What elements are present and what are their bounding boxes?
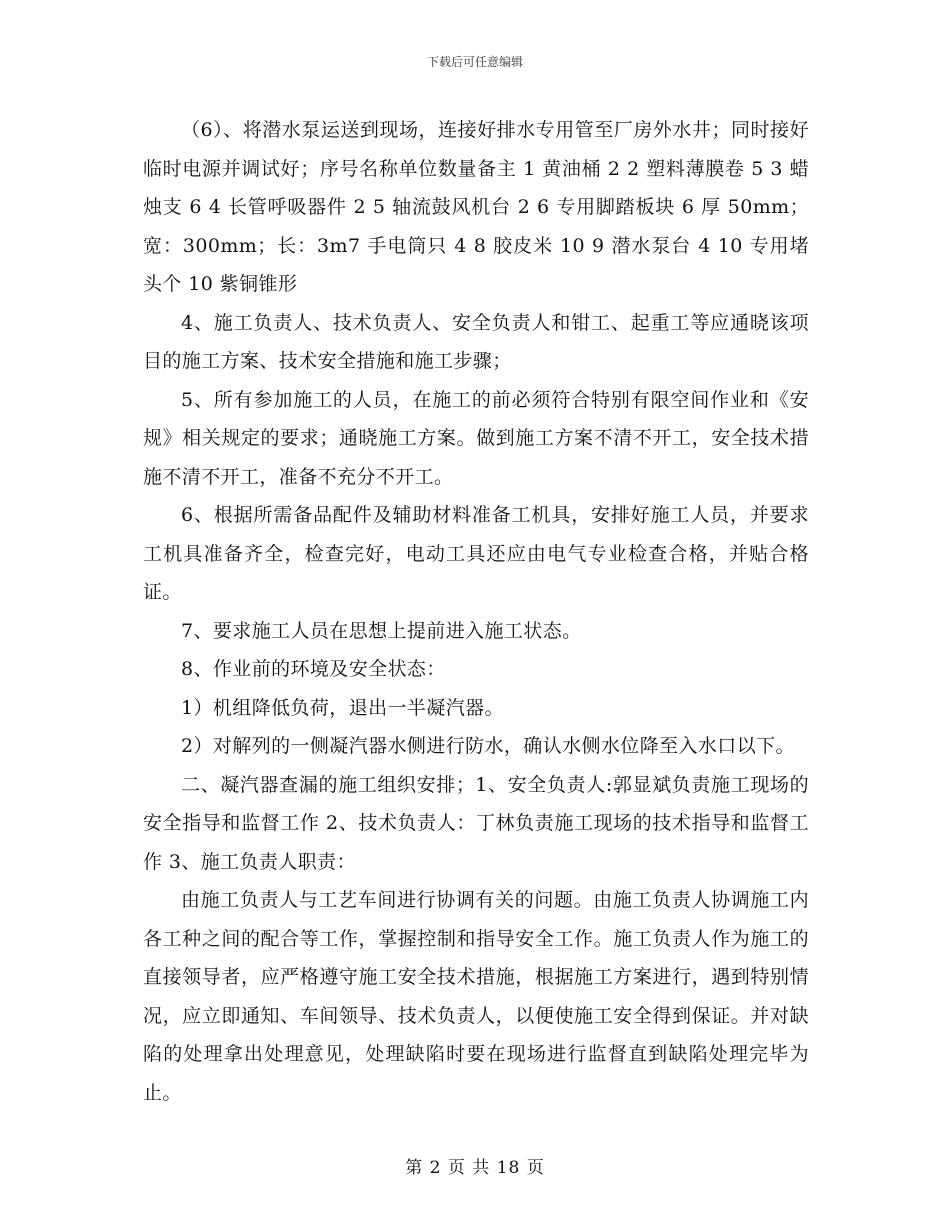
document-body (143, 111, 809, 1112)
paragraph-item-7: 7、要求施工人员在思想上提前进入施工状态。 (181, 619, 582, 642)
paragraph-subitem-2: 2）对解列的一侧凝汽器水侧进行防水，确认水侧水位降至入水口以下。 (181, 735, 795, 757)
paragraph-item-4: 4、施工负责人、技术负责人、安全负责人和钳工、起重工等应通晓该项目的施工方案、技术安全措施和施工步骤； (143, 311, 809, 372)
paragraph-item-6: 6、根据所需备品配件及辅助材料准备工机具，安排好施工人员，并要求工机具准备齐全，检查完好，电动工具还应由电气专业检查合格，并贴合格证。 (143, 504, 809, 603)
paragraph-item-8: 8、作业前的环境及安全状态： (181, 658, 446, 680)
page-header: 下载后可任意编辑 (426, 55, 523, 69)
page-number-footer: 第 2 页 共 18 页 (405, 1158, 545, 1178)
paragraph-subitem-1: 1）机组降低负荷，退出一半凝汽器。 (181, 696, 504, 719)
paragraph-equipment-prep: （6）、将潜水泵运送到现场，连接好排水专用管至厂房外水井；同时接好临时电源并调试好；序号名称单位数量备主 1 黄油桶 2 2 塑料薄膜卷 5 3 蜡烛支 6 4 长管呼吸器件 2 5 轴流鼓风机台 2 6 专用脚踏板块 6 厚 50mm；宽：300mm；长：3m7 手电筒只 4 8 胶皮米 10 9 潜水泵台 4 10 专用堵头个 10 紫铜锥形 (143, 119, 809, 295)
paragraph-section-2: 二、凝汽器查漏的施工组织安排；1、安全负责人:郭显斌负责施工现场的安全指导和监督工作 2、技术负责人：丁林负责施工现场的技术指导和监督工作 3、施工负责人职责： (143, 773, 809, 873)
paragraph-item-5: 5、所有参加施工的人员，在施工的前必须符合特别有限空间作业和《安规》相关规定的要求；通晓施工方案。做到施工方案不清不开工，安全技术措施不清不开工，准备不充分不开工。 (143, 388, 809, 488)
paragraph-responsibilities: 由施工负责人与工艺车间进行协调有关的问题。由施工负责人协调施工内各工种之间的配合等工作，掌握控制和指导安全工作。施工负责人作为施工的直接领导者，应严格遵守施工安全技术措施，根据施工方案进行，遇到特别情况，应立即通知、车间领导、技术负责人，以便使施工安全得到保证。并对缺陷的处理拿出处理意见，处理缺陷时要在现场进行监督直到缺陷处理完毕为止。 (143, 889, 809, 1104)
